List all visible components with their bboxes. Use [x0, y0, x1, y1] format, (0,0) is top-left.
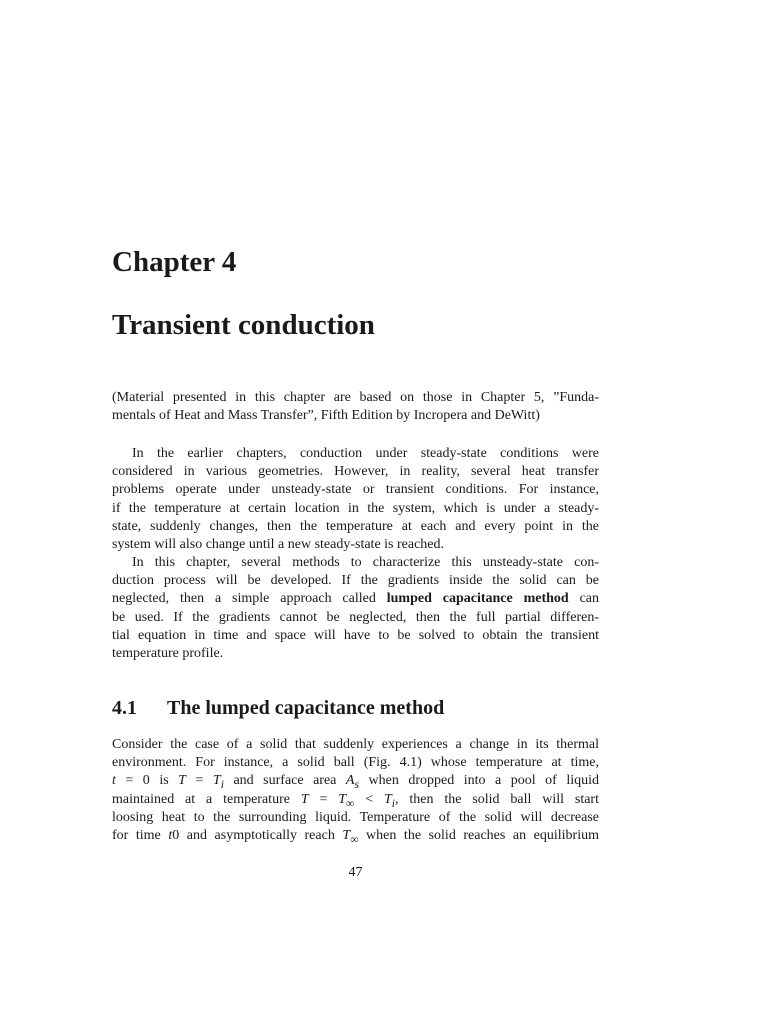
math-variable: T	[178, 773, 186, 789]
text-run: can	[568, 591, 600, 607]
math-variable: t	[112, 773, 116, 789]
text-run: when the solid reaches an equilibrium	[358, 827, 599, 843]
paragraph-line: state, suddenly changes, then the temperature at each and every point in the	[112, 518, 599, 534]
math-variable: T	[212, 773, 221, 789]
section-heading	[112, 694, 444, 722]
paragraph-line: considered in various geometries. However, in reality, several heat transfer	[112, 464, 599, 480]
paragraph-line: environment. For instance, a solid ball (Fig. 4.1) whose temperature at time,	[112, 755, 599, 771]
text-run: , then the solid ball will start	[395, 791, 599, 807]
math-variable: T	[300, 791, 309, 807]
paragraph-line: system will also change until a new steady-state is reached.	[112, 536, 445, 552]
paragraph-line	[112, 791, 599, 809]
text-run: = 0 is	[115, 773, 179, 789]
math-subscript: i	[391, 796, 396, 810]
math-subscript: i	[220, 778, 224, 792]
paragraph-line	[112, 590, 599, 608]
paragraph-line: problems operate under unsteady-state or transient conditions. For instance,	[112, 482, 599, 498]
math-subscript: ∞	[350, 832, 359, 846]
paragraph-line: loosing heat to the surrounding liquid. Temperature of the solid will decrease	[112, 809, 599, 825]
intro-paragraph-1	[112, 445, 599, 554]
paragraph-line: if the temperature at certain location in the system, which is under a steady-	[112, 500, 599, 516]
paragraph-line: duction process will be developed. If the gradients inside the solid can be	[112, 573, 599, 589]
math-variable: A	[345, 773, 355, 789]
section-title: The lumped capacitance method	[167, 697, 445, 719]
chapter-label: Chapter 4	[112, 246, 237, 278]
paragraph-line: Consider the case of a solid that suddenly experiences a change in its thermal	[112, 737, 599, 752]
lumped-capacitance-term: lumped capacitance method	[386, 591, 569, 607]
math-variable: T	[342, 827, 351, 843]
paragraph-line: temperature profile.	[112, 645, 224, 661]
text-run: =	[308, 791, 339, 807]
text-run: neglected, then a simple approach called	[112, 591, 387, 607]
section-paragraph	[112, 736, 599, 845]
source-note-line: mentals of Heat and Mass Transfer”, Fifth Edition by Incropera and DeWitt)	[112, 408, 540, 424]
chapter-title: Transient conduction	[112, 309, 375, 341]
section-number: 4.1	[112, 697, 137, 719]
text-run: <	[354, 791, 384, 807]
math-subscript: ∞	[346, 796, 355, 810]
text-run: and surface area	[223, 773, 346, 789]
paragraph-line	[112, 772, 599, 790]
source-note	[112, 389, 599, 425]
source-note-line: (Material presented in this chapter are based on those in Chapter 5, ”Funda-	[112, 390, 599, 405]
page-number: 47	[348, 865, 363, 880]
math-variable: T	[383, 791, 392, 807]
paragraph-line: be used. If the gradients cannot be neglected, then the full partial differen-	[112, 609, 599, 625]
paragraph-line	[112, 827, 599, 845]
paragraph-line: In this chapter, several methods to characterize this unsteady-state con-	[132, 555, 599, 570]
paragraph-line: In the earlier chapters, conduction under steady-state conditions were	[132, 446, 599, 461]
math-subscript: s	[354, 778, 360, 792]
math-variable: t	[168, 827, 173, 843]
intro-paragraph-2	[112, 554, 599, 663]
text-run: for time	[112, 827, 169, 843]
text-run: when dropped into a pool of liquid	[359, 773, 599, 789]
math-variable: T	[338, 791, 347, 807]
paragraph-line: tial equation in time and space will have to be solved to obtain the transient	[112, 627, 599, 643]
text-run: maintained at a temperature	[112, 791, 301, 807]
text-run: 0 and asymptotically reach	[172, 827, 343, 843]
text-run: =	[185, 773, 213, 789]
